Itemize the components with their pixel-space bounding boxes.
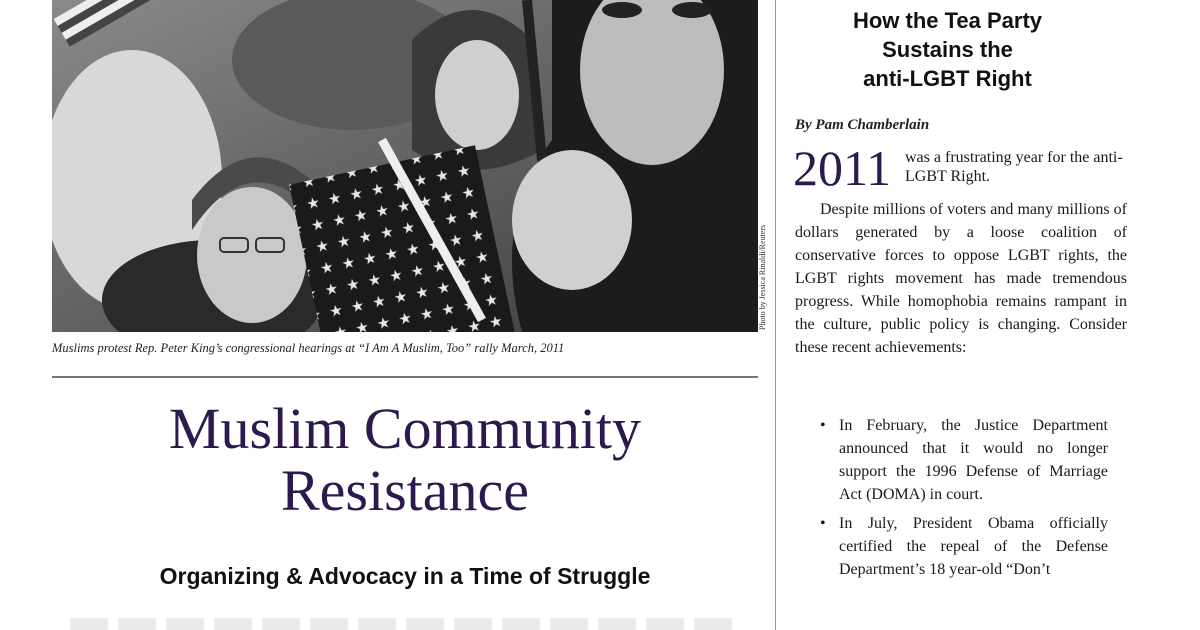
dropcap-year: 2011 — [793, 140, 892, 196]
column-divider — [775, 0, 776, 630]
achievements-list — [818, 414, 1108, 587]
headline-line-2: Resistance — [280, 458, 530, 523]
title-line-3: anti-LGBT Right — [863, 66, 1032, 91]
title-line-2: Sustains the — [882, 37, 1013, 62]
headline-line-1: Muslim Community — [168, 396, 642, 461]
list-item: • In July, President Obama officially certified the repeal of the Defense Department’s 18 year-old “Don’t — [818, 512, 1108, 581]
article-body: Despite millions of voters and many millions of dollars generated by a loose coalition of conservative forces to oppose LGBT rights, the LGBT rights movement has made tremendous progress. While homophobia remains rampant in the culture, public policy is changing. Consider these recent achievements: — [795, 201, 1127, 356]
section-divider — [52, 376, 758, 378]
protest-photo — [52, 0, 758, 332]
article-headline — [52, 398, 758, 522]
list-item: • In February, the Justice Department announced that it would no longer support the 1996 Defense of Marriage Act (DOMA) in court. — [818, 414, 1108, 506]
article-subhead: Organizing & Advocacy in a Time of Struggle — [159, 563, 651, 589]
byline: By Pam Chamberlain — [795, 117, 930, 133]
photo-credit: Photo by Jessica Rinaldi/Reuters — [758, 224, 767, 330]
faded-body-text — [70, 618, 740, 630]
photo-caption: Muslims protest Rep. Peter King’s congressional hearings at “I Am A Muslim, Too” rally March, 2011 — [52, 341, 565, 355]
title-line-1: How the Tea Party — [852, 8, 1043, 33]
sidebar-article-title — [790, 6, 1105, 93]
lead-text: was a frustrating year for the anti-LGBT Right. — [905, 149, 1123, 185]
